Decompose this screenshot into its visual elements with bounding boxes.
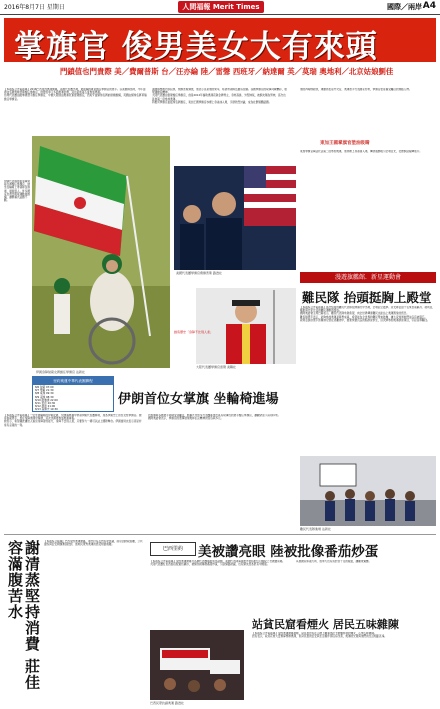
schedule-time: 08:30 — [46, 395, 54, 399]
main-story-p1: 【本報綜合外電報導】2016巴西里約奧運開幕，各國代表團出場，最吸睛的就是擔任掌旗官的選手。以美國隊為例，今年由游泳名將費爾普斯擔任掌旗官，他曾經拿下多面奧運金牌，這也是他第五度參加奧運。 — [4, 88, 146, 95]
refugee-photo-caption: 難民代表隊進場 法新社 — [300, 527, 331, 531]
schedule-event: 游泳 — [41, 405, 47, 409]
location-tag: 巴西里約 — [150, 542, 196, 556]
issue-date: 2016年8月7日 星期日 — [4, 4, 65, 11]
main-story-p6: 阿根廷掌旗官由籃球名將擔任，東加王國掌旗官赤裸上身塗油入場，引發熱烈討論，成為社群媒體話題。 — [152, 100, 272, 104]
favela-story-p1: 【本報綜合外電報導】里約奧運開幕當晚，貧民窟居民在山坡上觀看馬拉卡納體育場的煙火，心情五味雜陳。 — [252, 632, 377, 635]
flag-bearer-photo — [32, 136, 170, 368]
refugee-section-label: 漫遊旗艦館．新星運動會 — [300, 272, 436, 283]
schedule-row — [35, 408, 111, 411]
schedule-time: 22:00 — [50, 398, 58, 402]
athlete-photo-usa — [174, 166, 296, 270]
schedule-time: 20:30 — [47, 402, 56, 406]
iran-story-col2 — [148, 414, 288, 524]
main-story-p5: 大陸代表團由雷聲擔任掌旗官，他是2012年倫敦奧運花劍金牌得主，身材高挑、外型帥氣，被網友稱為男神，這次也是他第二度參加奧運。 — [152, 94, 286, 101]
tonga-story — [300, 150, 436, 268]
uniform-story-p3: 其他國家如義大利、加拿大也有設計感十足的服裝，讓觀眾驚艷。 — [296, 560, 372, 563]
iran-story-p4: 國際奧委會表示，掌旗官的選擇展現奧林匹克精神的包容與多元。 — [148, 417, 224, 421]
usa-flag-bearer-illustration — [174, 166, 296, 270]
schedule-date: 8/10 — [35, 398, 41, 402]
schedule-date: 8/13 — [35, 408, 41, 412]
refugee-team-photo — [300, 456, 436, 526]
schedule-date: 8/8 — [35, 392, 40, 396]
schedule-time: 21:30 — [46, 389, 54, 393]
iran-headline: 伊朗首位女掌旗 坐輪椅進場 — [118, 392, 279, 407]
schedule-event: 羽球 — [40, 395, 46, 399]
main-story-side-col — [4, 180, 30, 288]
section-name: 國際／兩岸 — [387, 3, 422, 11]
refugee-story-p3: 難民隊選手表示，能夠參加奧運是夢想成真，希望能為全世界的難民帶來鼓舞，讓大家知道他們並沒有被遺忘。 — [300, 315, 428, 319]
schedule-time: 19:30 — [50, 408, 58, 412]
athlete2-caption: 大陸代表團掌旗官雷聲 美聯社 — [196, 365, 236, 369]
schedule-date: 8/12 — [35, 405, 41, 409]
uniform-story-p2: 大陸代表團紅色西裝搭配黃色襯衫，被網友戲稱像番茄炒蛋，引起網路熱議，也有網友認為很有中國風。 — [150, 563, 270, 567]
iran-story-p3: 內馬爾與各國選手同樣受到關注，開幕式中許多代表團都選出具有故事性的選手擔任掌旗官，讓觀眾留下深刻印象。 — [148, 414, 281, 417]
protest-story-text: 【本報綜合報導】巴西里約奧運開幕，場外仍有反對民眾抗議，政府因財政困難，公共建設與治安問題遭到批評，當地民眾對奧運的感受相當複雜。 — [44, 540, 143, 547]
newspaper-logo: 人間福報 Merit Times — [178, 1, 264, 13]
schedule-event: 舉重 — [40, 389, 46, 393]
athlete1-caption: 美國代表團掌旗官費爾普斯 路透社 — [176, 271, 222, 275]
refugee-headline: 難民隊 抬頭挺胸上殿堂 — [302, 290, 432, 305]
right-col-top — [300, 88, 436, 132]
schedule-box — [32, 376, 114, 412]
athlete-photo-china — [196, 288, 296, 364]
flag-bearer-illustration — [32, 136, 170, 368]
schedule-rows — [33, 385, 113, 413]
iran-story-col1 — [4, 414, 144, 524]
protest-photo — [150, 630, 244, 700]
favela-story-p2: 居民表示，政府花費大量預算舉辦奧運，但貧民窟的治安與生活條件卻沒有改善，奧運的光環與他們的生活相距甚遠。 — [252, 635, 387, 639]
schedule-event: 高爾夫 — [41, 408, 50, 412]
main-story-p3: 台灣代表團由跆拳道選手擔任掌旗官，中國大陸則由奧運冠軍雷聲擔任，西班牙由網球名將納達爾擔綱，英國由網球名將莫瑞擔任掌旗官。 — [4, 94, 147, 101]
refugee-story-p4: 敘利亞游泳選手馬爾迪尼曾在逃難途中，推著快要沉沒的船游泳求生，這次將參加奧運游泳項目，引起各界關注。 — [300, 318, 430, 322]
iran-story-p2: 她表示，希望藉此讓世人看見身障者的能力，身障不比別人差，只要努力一樣可以站上國際舞台。伊朗當局也表示這是非常有意義的一刻。 — [4, 420, 142, 427]
iran-story-p1: 【本報綜合外電報導】一位坐著輪椅的伊朗女將，於開幕典禮中帶領伊朗代表團進場，成為伊朗史上首位女性掌旗官。她是射箭選手，曾在殘障奧運中奪牌，這次也獲得參加奧運資格。 — [4, 414, 142, 421]
favela-headline: 站貧民窟看煙火 居民五味雜陳 — [252, 618, 399, 631]
protest-photo-caption: 巴西民眾抗議奧運 路透社 — [150, 701, 184, 705]
schedule-date: 8/6 — [35, 386, 40, 389]
tonga-subhead: 東加王國掌旗官塗油吸睛 — [320, 141, 370, 146]
schedule-date: 8/7 — [35, 389, 40, 393]
protest-story — [44, 540, 144, 705]
schedule-time: 09:30 — [46, 392, 54, 396]
inset-label: 創造歷史「身障不比別人差」 — [174, 330, 214, 334]
main-story-mid — [152, 88, 287, 176]
schedule-time: 21:00 — [47, 405, 56, 409]
refugee-story-p1: 【本報綜合外電報導】首次組成的難民代表隊在開幕式中出場，全場起立鼓掌。這支隊伍由十名來自南蘇丹、敘利亞、剛果與衣索比亞的難民運動員組成。 — [300, 306, 435, 313]
schedule-date: 8/9 — [35, 395, 40, 399]
favela-story — [252, 632, 436, 706]
main-story-p2: 伊朗代表隊則由身障射箭女將擔任掌旗官，她坐在輪椅上帶領隊伍進場，場面感人。許多國家也選出明星運動員擔綱，讓開幕式話題不斷。 — [4, 180, 30, 203]
china-flag-bearer-illustration — [196, 288, 296, 364]
refugee-team-illustration — [300, 456, 436, 526]
right-col-top-text: 他的再時標殺我，運動員也是外交官，奧運選手代表國家形象，掌旗官更是備受矚目的焦點人物。 — [300, 88, 412, 91]
page-number: A4 — [422, 1, 436, 11]
uniform-headline: 美被讚亮眼 陸被批像番茄炒蛋 — [198, 544, 379, 560]
protest-vertical-headline: 謝清蒸堅持消費 莊佳容滿腹苦水 — [6, 540, 41, 691]
banner-subheadline: 門鎖值也門貴際 美／費爾普斯 台／汪亦綸 陸／雷聲 西班牙／納達爾 英／莫瑞 奧地利／北京姑娘劉佳 — [60, 67, 394, 76]
tonga-story-text: 東加掌旗官陶法托法第二度參加奧運，他赤裸上身塗油入場，傳統服飾吸引全場目光，社群網站瘋傳照片。 — [300, 150, 422, 153]
main-story-p4: 美國隊舉辦內部投票，費爾普斯獲選，他表示這是他的榮幸，希望帶領隊伍創造佳績。各國掌旗官的故事同樣精彩，展現運動家精神。 — [152, 88, 287, 95]
section-divider — [4, 534, 436, 535]
refugee-story-p2: 國際奧委會主席巴赫表示，難民代表隊象徵希望，向全世界傳達難民也能站上奧運殿堂的訊息。 — [300, 312, 409, 316]
schedule-event: 射箭 — [40, 386, 46, 389]
schedule-event: 桌球 — [40, 392, 46, 396]
protest-illustration — [150, 630, 244, 700]
schedule-box-title: 里約奧運中華代表團賽程 — [33, 377, 113, 385]
schedule-event: 跆拳道 — [41, 398, 50, 402]
schedule-time: 07:00 — [46, 386, 54, 389]
uniform-story-col2 — [296, 560, 436, 614]
banner-headline: 掌旗官 俊男美女大有來頭 — [14, 29, 378, 65]
schedule-date: 8/11 — [35, 402, 41, 406]
main-photo-caption: 伊朗身障射箭女將擔任掌旗官 法新社 — [36, 370, 85, 374]
schedule-event: 田徑 — [41, 402, 47, 406]
uniform-story-p1: 【本報綜合外電報導】里約奧運開幕式各國代表團服裝成為話題，美國代表隊海軍藍外套搭配紅白條紋上衣被讚亮眼。 — [150, 560, 285, 563]
refugee-story — [300, 306, 436, 426]
